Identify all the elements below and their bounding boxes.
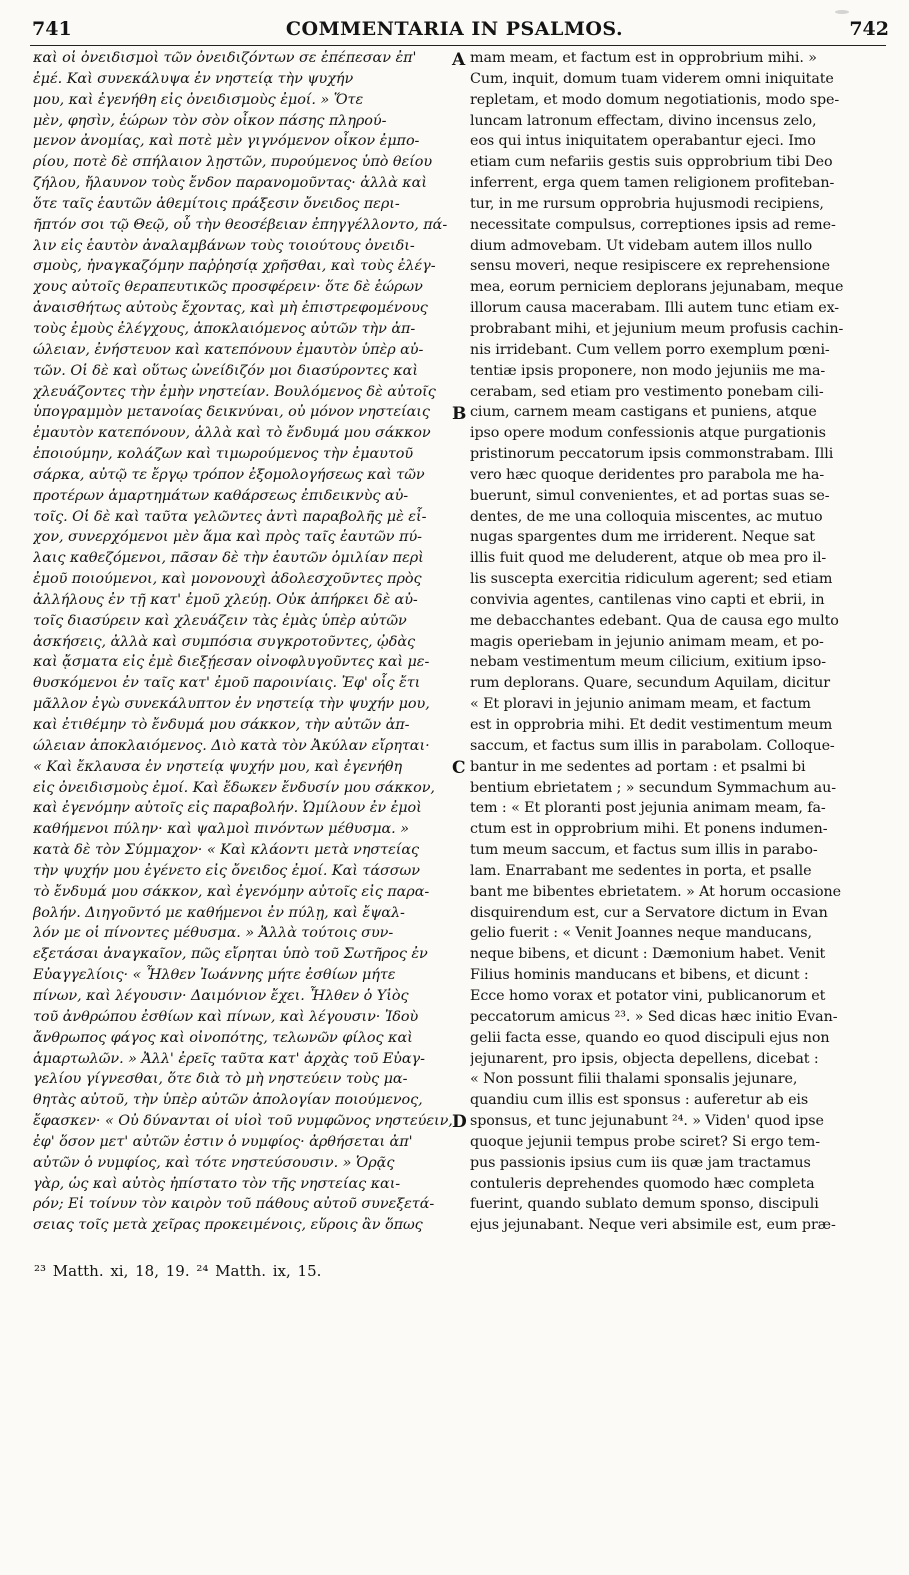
text-line: contuleris deprehendes quomodo hæc completa (470, 1175, 815, 1192)
text-line: ώλειαν ἀποκλαιόμενος. Διὸ κατὰ τὸν Ἀκύλαν εἴρηται· (33, 737, 430, 754)
text-line: καὶ ἐτιθέμην τὸ ἔνδυμά μου σάκκον, τὴν αὐτῶν ἀπ- (33, 717, 410, 733)
text-line: προτέρων ἁμαρτημάτων καθάρσεως ἐπιδεικνὺς αὐ- (33, 487, 409, 504)
text-line: tem : « Et ploranti post jejunia animam meam, fa- (470, 800, 826, 817)
text-line: tur, in me rursum opprobria hujusmodi recipiens, (470, 195, 824, 212)
text-line: χον, συνερχόμενοι μὲν ἅμα καὶ πρὸς ταῖς ἑαυτῶν πύ- (33, 529, 422, 546)
text-line: τοὺς ἐμοὺς ἐλέγχους, ἀποκλαιόμενος αὐτῶν τὴν ἀπ- (33, 320, 416, 337)
text-line: τὴν ψυχήν μου ἐγένετο εἰς ὄνειδος ἐμοί. Καὶ τάσσων (33, 862, 420, 879)
text-line: cerabam, sed etiam pro vestimento ponebam cili- (470, 383, 824, 400)
text-line: luncam latronum effectam, divino incensus zelo, (470, 112, 817, 129)
text-line: me debacchantes edebant. Qua de causa ego multo (470, 612, 839, 629)
text-line: rum deplorans. Quare, secundum Aquilam, dicitur (470, 675, 830, 692)
text-line: necessitate compulsus, correptiones ipsis ad reme- (470, 216, 836, 233)
text-line: Εὐαγγελίοις· « Ἦλθεν Ἰωάννης μήτε ἐσθίων μήτε (33, 967, 396, 984)
text-line: τῶν. Οἱ δὲ καὶ οὕτως ὠνείδιζόν μοι διασύροντες καὶ (33, 362, 418, 379)
text-line: ἔφασκεν· « Οὐ δύνανται οἱ υἱοὶ τοῦ νυμφῶνος νηστεύειν, (33, 1113, 453, 1130)
text-line: tum meum saccum, et factus sum illis in parabo- (470, 842, 818, 859)
text-line: illorum causa macerabam. Illi autem tunc etiam ex- (470, 300, 840, 317)
header-rule (30, 45, 886, 46)
text-line: θυσκόμενοι ἐν ταῖς κατ' ἐμοῦ παροινίαις. Ἐφ' οἷς ἔτι (33, 675, 421, 692)
text-line: bantur in me sedentes ad portam : et psalmi bi (470, 758, 806, 775)
paper-stain (835, 10, 849, 14)
text-line: γὰρ, ὡς καὶ αὐτὸς ἠπίστατο τὸν τῆς νηστείας και- (33, 1175, 401, 1192)
text-line: βολήν. Διηγοῦντό με καθήμενοι ἐν πύλῃ, καὶ ἔψαλ- (33, 904, 405, 921)
text-line: quoque jejunii tempus probe sciret? Si ergo tem- (470, 1133, 820, 1150)
text-line: eos qui intus iniquitatem operabantur ejeci. Imo (470, 133, 816, 150)
text-line: σειας τοῖς μετὰ χεῖρας προκειμένοις, εὕροις ἂν ὅπως (33, 1217, 423, 1234)
text-line: ctum est in opprobrium mihi. Et ponens indumen- (470, 821, 828, 838)
text-line: tentiæ ipsis proponere, non modo jejuniis me ma- (470, 362, 826, 379)
text-line: lam. Enarrabant me sedentes in porta, et psalle (470, 862, 812, 879)
running-title: COMMENTARIA IN PSALMOS. (285, 18, 624, 40)
text-line: εξετάσαι ἀναγκαῖον, πῶς εἴρηται ὑπὸ τοῦ Σωτῆρος ἐν (33, 946, 428, 963)
text-line: σάρκα, αὐτῷ τε ἔργῳ τρόπον ἐξομολογήσεως καὶ τῶν (33, 466, 425, 483)
text-line: vero hæc quoque deridentes pro parabola me ha- (470, 466, 825, 483)
text-line: τὸ ἔνδυμά μου σάκκον, καὶ ἐγενόμην αὐτοῖς εἰς παρα- (33, 883, 430, 900)
text-line: inferrent, erga quem tamen religionem profiteban- (470, 175, 835, 192)
text-line: ὑπογραμμὸν μετανοίας δεικνύναι, οὐ μόνον νηστείαις (33, 404, 430, 421)
text-line: gelii facta esse, quando eo quod discipuli ejus non (470, 1029, 830, 1046)
text-line: Cum, inquit, domum tuam viderem omni iniquitate (470, 70, 834, 87)
text-line: magis operiebam in jejunio animam meam, et po- (470, 633, 824, 650)
margin-mark-b: B (452, 404, 467, 424)
text-line: ἐμέ. Καὶ συνεκάλυψα ἐν νηστείᾳ τὴν ψυχήν (33, 70, 354, 87)
text-line: nugas spargentes dum me irriderent. Neque sat (470, 529, 815, 546)
text-line: μου, καὶ ἐγενήθη εἰς ὀνειδισμοὺς ἐμοί. » Ὅτε (33, 91, 364, 108)
text-line: λόν με οἱ πίνοντες μέθυσμα. » Ἀλλὰ τούτοις συν- (33, 925, 394, 942)
text-line: Ecce homo vorax et potator vini, publicanorum et (470, 987, 826, 1004)
margin-mark-a: A (452, 50, 466, 70)
text-line: κατὰ δὲ τὸν Σύμμαχον· « Καὶ κλάοντι μετὰ νηστείας (33, 842, 420, 859)
text-line: « Et ploravi in jejunio animam meam, et factum (470, 696, 811, 713)
text-line: repletam, et modo domum negotiationis, modo spe- (470, 91, 840, 108)
text-line: lis suscepta exercitia ridiculum agerent; sed etiam (470, 571, 833, 588)
text-line: mea, eorum perniciem deplorans jejunabam, meque (470, 279, 844, 296)
text-line: gelio fuerit : « Venit Joannes neque manducans, (470, 925, 812, 942)
text-line: quandiu cum illis est sponsus : auferetur ab eis (470, 1092, 809, 1109)
text-line: ζήλου, ἤλαυνον τοὺς ἔνδον παρανομοῦντας· ἀλλὰ καὶ (33, 175, 427, 192)
text-line: τοῦ ἀνθρώπου ἐσθίων καὶ πίνων, καὶ λέγουσιν· Ἰδοὺ (33, 1008, 419, 1025)
text-line: bant me bibentes ebrietatem. » At horum occasione (470, 883, 842, 900)
text-line: ipso opere modum confessionis atque purgationis (470, 425, 826, 442)
text-line: illis fuit quod me deluderent, atque ob mea pro il- (470, 550, 827, 567)
text-line: τοῖς διασύρειν καὶ χλευάζειν τὰς ἐμὰς ὑπὲρ αὐτῶν (33, 612, 407, 629)
text-line: jejunarent, pro ipsis, objecta depellens, dicebat : (470, 1050, 819, 1067)
text-line: saccum, et factus sum illis in parabolam. Colloque- (470, 737, 835, 754)
text-line: disquirendum est, cur a Servatore dictum in Evan (470, 904, 828, 921)
margin-mark-d: D (452, 1112, 467, 1132)
page-number-left: 741 (32, 18, 72, 40)
text-line: ἀσκήσεις, ἀλλὰ καὶ συμπόσια συγκροτοῦντες, ᾠδὰς (33, 633, 415, 650)
text-line: αὐτῶν ὁ νυμφίος, καὶ τότε νηστεύσουσιν. » Ὁρᾷς (33, 1154, 395, 1171)
text-line: Filius hominis manducans et bibens, et dicunt : (470, 967, 809, 984)
text-line: sensu moveri, neque resipiscere ex reprehensione (470, 258, 830, 275)
text-line: ejus jejunabant. Neque veri absimile est, eum præ- (470, 1217, 836, 1234)
text-line: dentes, de me una colloquia miscentes, ac mutuo (470, 508, 823, 525)
greek-column (33, 48, 458, 1236)
text-line: « Non possunt filii thalami sponsalis jejunare, (470, 1071, 798, 1088)
text-line: convivia agentes, cantilenas vino capti et ebrii, in (470, 591, 825, 608)
text-line: buerunt, simul convenientes, et ad portas suas se- (470, 487, 830, 504)
text-line: nis irridebant. Cum vellem porro exemplum pœni- (470, 341, 830, 358)
text-line: ρίου, ποτὲ δὲ σπήλαιον λῃστῶν, πυρούμενος ὑπὸ θείου (33, 154, 433, 171)
text-line: ἐποιούμην, κολάζων καὶ τιμωρούμενος τὴν ἐμαυτοῦ (33, 446, 414, 463)
text-line: ώλειαν, ἐνήστευον καὶ κατεπόνουν ἐμαυτὸν ὑπὲρ αὐ- (33, 341, 424, 358)
text-line: θητὰς αὐτοῦ, τὴν ὑπὲρ αὐτῶν ἀπολογίαν ποιούμενος, (33, 1092, 423, 1109)
text-line: πίνων, καὶ λέγουσιν· Δαιμόνιον ἔχει. Ἦλθεν ὁ Υἱὸς (33, 987, 409, 1004)
text-line: bentium ebrietatem ; » secundum Symmachum au- (470, 779, 836, 796)
text-line: ἐμοῦ ποιούμενοι, καὶ μονονουχὶ ἀδολεσχοῦντες πρὸς (33, 571, 422, 588)
text-line: καὶ οἱ ὀνειδισμοὶ τῶν ὀνειδιζόντων σε ἐπέπεσαν ἐπ' (33, 50, 417, 66)
text-line: ὅτε ταῖς ἑαυτῶν ἀθεμίτοις πράξεσιν ὄνειδος περι- (33, 195, 400, 212)
text-line: γελίου γίγνεσθαι, ὅτε διὰ τὸ μὴ νηστεύειν τοὺς μα- (33, 1071, 408, 1088)
text-line: cium, carnem meam castigans et puniens, atque (470, 404, 817, 421)
text-line: καὶ ἐγενόμην αὐτοῖς εἰς παραβολήν. Ὡμίλουν ἐν ἐμοὶ (33, 800, 422, 817)
text-line: « Καὶ ἔκλαυσα ἐν νηστείᾳ ψυχήν μου, καὶ ἐγενήθη (33, 758, 403, 775)
text-line: ρόν; Εἰ τοίνυν τὸν καιρὸν τοῦ πάθους αὐτοῦ συνεξετά- (33, 1196, 435, 1213)
text-line: μᾶλλον ἐγὼ συνεκάλυπτον ἐν νηστείᾳ τὴν ψυχήν μου, (33, 696, 430, 713)
text-line: ἁμαρτωλῶν. » Ἀλλ' ἐρεῖς ταῦτα κατ' ἀρχὰς τοῦ Εὐαγ- (33, 1050, 425, 1067)
page-header (0, 18, 909, 48)
text-line: dium admovebam. Ut videbam autem illos nullo (470, 237, 813, 254)
text-line: χλευάζοντες τὴν ἐμὴν νηστείαν. Βουλόμενος δὲ αὐτοῖς (33, 383, 436, 400)
text-line: ἐφ' ὅσον μετ' αὐτῶν ἐστιν ὁ νυμφίος· ἀρθήσεται ἀπ' (33, 1133, 413, 1150)
text-line: mam meam, et factum est in opprobrium mihi. » (470, 50, 817, 66)
text-line: μὲν, φησὶν, ἑώρων τὸν σὸν οἶκον πάσης πληρού- (33, 112, 387, 129)
page-number-right: 742 (849, 18, 889, 40)
text-line: ῆπτόν σοι τῷ Θεῷ, οὗ τὴν θεοσέβειαν ἐπηγγέλλοντο, πά- (33, 216, 448, 233)
text-line: pus passionis ipsius cum iis quæ jam tractamus (470, 1154, 811, 1171)
text-line: probrabant mihi, et jejunium meum profusis cachin- (470, 320, 844, 337)
footnotes: ²³ Matth. xi, 18, 19. ²⁴ Matth. ix, 15. (34, 1262, 322, 1280)
latin-column (470, 48, 888, 1236)
text-line: ἀλλήλους ἐν τῇ κατ' ἐμοῦ χλεύῃ. Οὐκ ἀπήρκει δὲ αὐ- (33, 591, 418, 608)
text-line: χους αὐτοῖς θεραπευτικῶς προσφέρειν· ὅτε δὲ ἑώρων (33, 279, 423, 296)
text-line: ἀναισθήτως αὐτοὺς ἔχοντας, καὶ μὴ ἐπιστρεφομένους (33, 300, 428, 317)
text-line: τοῖς. Οἱ δὲ καὶ ταῦτα γελῶντες ἀντὶ παραβολῆς μὲ εἶ- (33, 508, 427, 525)
text-line: neque bibens, et dicunt : Dæmonium habet. Venit (470, 946, 826, 963)
text-line: est in opprobria mihi. Et dedit vestimentum meum (470, 717, 833, 733)
text-line: ἄνθρωπος φάγος καὶ οἰνοπότης, τελωνῶν φίλος καὶ (33, 1029, 413, 1046)
text-line: λιν εἰς ἑαυτὸν ἀναλαμβάνων τοὺς τοιούτους ὀνειδι- (33, 237, 415, 254)
text-line: εἰς ὀνειδισμοὺς ἐμοί. Καὶ ἔδωκεν ἔνδυσίν μου σάκκον, (33, 779, 435, 796)
text-line: nebam vestimentum meum cilicium, exitium ipso- (470, 654, 827, 671)
text-line: μενον ἀνομίας, καὶ ποτὲ μὲν γιγνόμενον οἶκον ἐμπο- (33, 133, 420, 150)
margin-mark-c: C (452, 758, 466, 778)
text-line: καθήμενοι πύλην· καὶ ψαλμοὶ πινόντων μέθυσμα. » (33, 821, 409, 838)
text-line: λαις καθεζόμενοι, πᾶσαν δὲ τὴν ἑαυτῶν ὁμιλίαν περὶ (33, 550, 424, 567)
text-line: sponsus, et tunc jejunabunt ²⁴. » Viden' quod ipse (470, 1113, 824, 1130)
text-line: fuerint, quando sublato demum sponso, discipuli (470, 1196, 819, 1213)
text-line: peccatorum amicus ²³. » Sed dicas hæc initio Evan- (470, 1008, 838, 1025)
text-line: etiam cum nefariis gestis suis opprobrium tibi Deo (470, 154, 833, 171)
text-line: σμοὺς, ἠναγκαζόμην παῤῥησίᾳ χρῆσθαι, καὶ τοὺς ἐλέγ- (33, 258, 436, 275)
text-line: ἐμαυτὸν κατεπόνουν, ἀλλὰ καὶ τὸ ἔνδυμά μου σάκκον (33, 425, 431, 442)
text-line: καὶ ᾄσματα εἰς ἐμὲ διεξῄεσαν οἰνοφλυγοῦντες καὶ με- (33, 654, 430, 671)
text-line: pristinorum peccatorum ipsis commonstrabam. Illi (470, 446, 834, 463)
